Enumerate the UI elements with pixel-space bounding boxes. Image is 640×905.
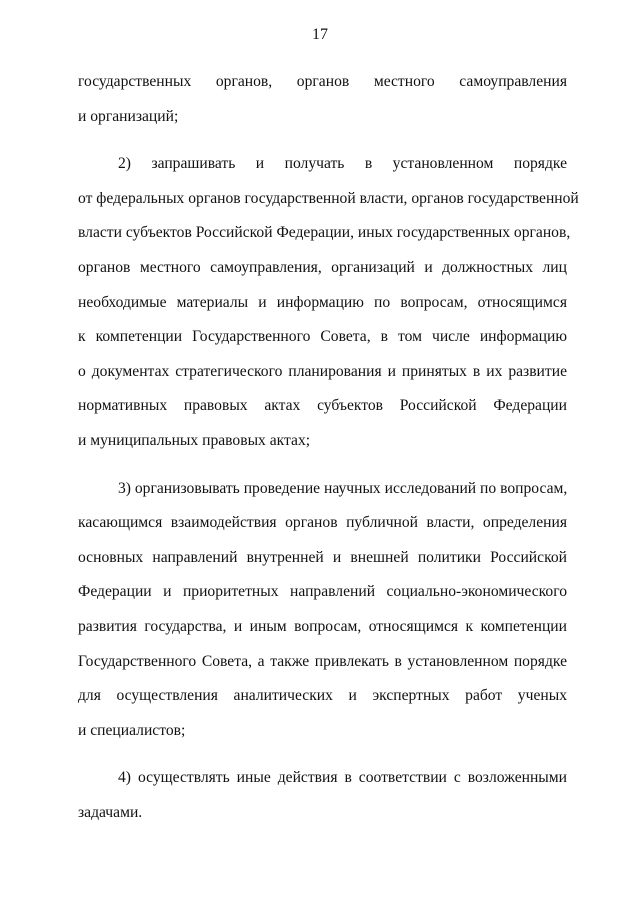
text-line: Федерации и приоритетных направлений социально-экономического — [78, 583, 567, 601]
text-line: развития государства, и иным вопросам, относящимся к компетенции — [78, 617, 567, 635]
text-line: задачами. — [78, 803, 143, 821]
text-line: и специалистов; — [78, 721, 186, 739]
text-line: и муниципальных правовых актах; — [78, 431, 311, 449]
text-line: и организаций; — [78, 107, 179, 125]
text-line: 3) организовывать проведение научных исследований по вопросам, — [118, 479, 568, 497]
paragraph-gap — [78, 137, 567, 150]
paragraph — [78, 68, 567, 137]
text-line: необходимые материалы и информацию по вопросам, относящимся — [78, 293, 567, 311]
text-line: нормативных правовых актах субъектов Российской Федерации — [78, 397, 567, 415]
text-line: к компетенции Государственного Совета, в том числе информацию — [78, 328, 567, 346]
paragraph — [78, 475, 567, 752]
text-line: государственных органов, органов местного самоуправления — [78, 73, 567, 90]
paragraph — [78, 764, 567, 833]
paragraph-gap — [78, 751, 567, 764]
text-line: касающимся взаимодействия органов публичной власти, определения — [78, 514, 567, 532]
text-line: от федеральных органов государственной власти, органов государственной — [78, 189, 579, 207]
text-line: власти субъектов Российской Федерации, иных государственных органов, — [78, 224, 571, 242]
document-body — [78, 68, 579, 833]
text-line: 4) осуществлять иные действия в соответствии с возложенными — [118, 769, 567, 787]
text-line: основных направлений внутренней и внешней политики Российской — [78, 548, 567, 566]
text-line: 2) запрашивать и получать в установленном порядке — [118, 155, 567, 173]
text-line: о документах стратегического планирования и принятых в их развитие — [78, 362, 567, 380]
page-number: 17 — [312, 26, 328, 43]
paragraph-gap — [78, 462, 567, 475]
text-line: для осуществления аналитических и экспертных работ ученых — [78, 687, 567, 705]
paragraph — [78, 150, 579, 461]
text-line: Государственного Совета, а также привлекать в установленном порядке — [78, 652, 567, 670]
text-line: органов местного самоуправления, организаций и должностных лиц — [78, 258, 567, 276]
